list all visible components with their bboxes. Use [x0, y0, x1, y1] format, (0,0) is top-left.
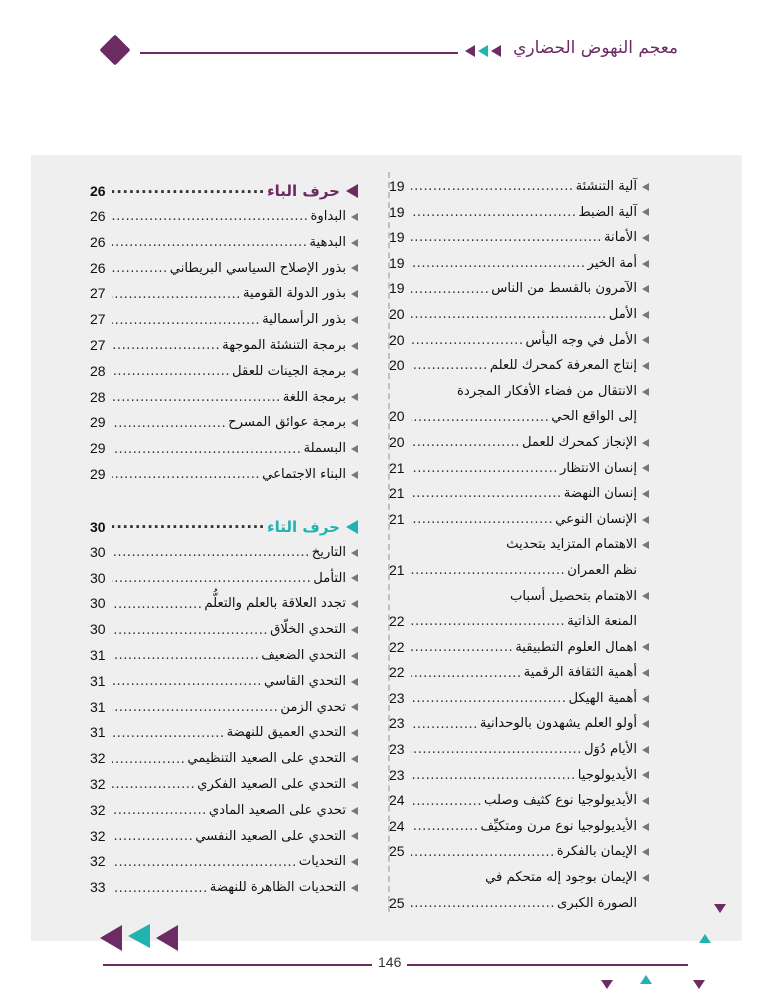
leader-dots	[112, 772, 195, 797]
bullet-arrow-icon	[351, 368, 358, 376]
index-entry-label: التأمل	[313, 570, 346, 586]
index-entry	[389, 532, 649, 558]
index-entry-label: الإيمان بوجود إله متحكم في	[485, 870, 637, 886]
index-entry-label: التحدي الضعيف	[261, 647, 346, 663]
bullet-arrow-icon	[351, 549, 358, 557]
bullet-arrow-icon	[351, 729, 358, 737]
arrow-left-icon	[156, 925, 178, 951]
index-entry-label: البدهية	[309, 234, 346, 250]
index-entry	[90, 281, 358, 307]
triangle-down-icon	[601, 980, 613, 989]
index-entry	[389, 456, 649, 482]
index-entry-page: 22	[389, 638, 405, 655]
index-entry	[389, 635, 649, 661]
index-entry-label: أولو العلم يشهدون بالوحدانية	[479, 716, 637, 732]
page-number: 146	[372, 954, 407, 970]
arrow-left-icon	[478, 45, 488, 57]
index-entry	[90, 410, 358, 436]
index-entry-label: تحدي الزمن	[280, 699, 346, 715]
leader-dots	[112, 308, 260, 333]
bullet-arrow-icon	[642, 260, 649, 268]
arrow-left-icon	[491, 45, 501, 57]
index-entry	[90, 256, 358, 282]
bullet-arrow-icon	[642, 541, 649, 549]
leader-dots	[411, 174, 574, 199]
index-entry-label: الانتقال من فضاء الأفكار المجردة	[457, 383, 637, 399]
bullet-arrow-icon	[351, 290, 358, 298]
leader-dots	[411, 686, 567, 711]
index-entry-label: التحديات الظاهرة للنهضة	[209, 880, 346, 896]
index-entry-label: بذور الإصلاح السياسي البريطاني	[169, 260, 346, 276]
bullet-arrow-icon	[351, 471, 358, 479]
index-entry	[90, 798, 358, 824]
bullet-arrow-icon	[351, 393, 358, 401]
leader-dots	[112, 437, 302, 462]
index-entry-label: البداوة	[310, 209, 346, 224]
index-entry-label: الإنجاز كمحرك للعمل	[521, 434, 637, 450]
index-entry-label: الأيديولوجيا نوع مرن ومتكيِّف	[480, 818, 637, 834]
index-entry-page: 27	[90, 311, 106, 328]
heading-arrow-icon	[346, 184, 358, 198]
index-entry-label: التحديات	[298, 854, 346, 870]
index-entry-page: 26	[90, 259, 106, 276]
arrow-left-icon	[465, 45, 475, 57]
index-entry	[389, 584, 649, 610]
bullet-arrow-icon	[351, 419, 358, 427]
index-entry-label: التاريخ	[311, 544, 346, 560]
leader-dots	[411, 763, 576, 788]
index-entry-label: التحدي القاسي	[263, 673, 346, 689]
index-entry-page: 26	[90, 208, 106, 224]
index-entry-page: 27	[90, 336, 106, 353]
bullet-arrow-icon	[642, 848, 649, 856]
leader-dots	[411, 328, 524, 353]
bullet-arrow-icon	[642, 669, 649, 677]
leader-dots	[112, 333, 220, 358]
leader-dots	[411, 456, 558, 481]
index-entry-page: 30	[90, 569, 106, 586]
index-entry-page: 20	[389, 331, 405, 348]
index-entry	[389, 686, 649, 712]
index-entry	[90, 669, 358, 695]
index-entry-page: 23	[389, 766, 405, 783]
index-entry	[389, 814, 649, 840]
leader-dots	[411, 661, 522, 686]
index-entry-label: التحدي العميق للنهضة	[226, 725, 346, 741]
bullet-arrow-icon	[351, 703, 358, 711]
index-entry	[389, 711, 649, 737]
leader-dots	[112, 204, 308, 229]
index-entry-label: أهمية الثقافة الرقمية	[523, 665, 637, 681]
section-heading-ta: حرف التاء ..... 30	[90, 514, 358, 540]
index-entry	[389, 891, 649, 917]
bullet-arrow-icon	[351, 678, 358, 686]
bullet-arrow-icon	[351, 652, 358, 660]
index-entry-page: 30	[90, 621, 106, 638]
bullet-arrow-icon	[642, 643, 649, 651]
index-entry-label: الإنسان النوعي	[555, 511, 637, 527]
triangle-down-icon	[693, 980, 705, 989]
index-entry	[90, 230, 358, 256]
index-entry-label: الأمل	[608, 306, 637, 322]
leader-dots	[411, 405, 549, 430]
bullet-arrow-icon	[351, 600, 358, 608]
index-entry-label: إنسان الانتظار	[559, 460, 637, 476]
index-entry-page: 22	[389, 613, 405, 630]
index-entry-page: 21	[389, 561, 405, 578]
index-entry-label: آلية الضبط	[578, 204, 637, 220]
index-entry-label: الأيديولوجيا	[577, 767, 637, 783]
index-column-left	[90, 178, 358, 901]
bullet-arrow-icon	[351, 884, 358, 892]
leader-dots	[112, 411, 226, 436]
index-entry-page: 32	[90, 827, 106, 844]
leader-dots	[411, 737, 582, 762]
leader-dots	[411, 789, 482, 814]
bullet-arrow-icon	[642, 695, 649, 703]
index-entry-page: 19	[389, 229, 405, 246]
bullet-arrow-icon	[351, 213, 358, 221]
bullet-arrow-icon	[351, 316, 358, 324]
index-entry	[389, 507, 649, 533]
bullet-arrow-icon	[642, 516, 649, 524]
bullet-arrow-icon	[642, 490, 649, 498]
index-column-right	[389, 174, 649, 916]
bullet-arrow-icon	[642, 285, 649, 293]
index-entry-page: 27	[90, 285, 106, 302]
index-entry	[90, 359, 358, 385]
index-entry-label: الأمل في وجه اليأس	[525, 332, 637, 348]
index-entry-page: 32	[90, 775, 106, 792]
index-entry	[389, 865, 649, 891]
bullet-arrow-icon	[642, 234, 649, 242]
leader-dots	[112, 540, 310, 565]
index-entry-label: اهمال العلوم التطبيقية	[515, 639, 637, 655]
bullet-arrow-icon	[351, 781, 358, 789]
index-entry	[389, 404, 649, 430]
leader-dots	[112, 850, 297, 875]
bullet-arrow-icon	[642, 746, 649, 754]
header-rule	[140, 52, 458, 54]
leader-dots	[112, 824, 193, 849]
leader-dots	[411, 200, 576, 225]
index-entry-label: التحدي على الصعيد الفكري	[197, 776, 346, 792]
index-entry	[90, 307, 358, 333]
bullet-arrow-icon	[642, 208, 649, 216]
index-entry-label: برمجة اللغة	[282, 389, 346, 405]
index-entry	[389, 302, 649, 328]
index-entry-page: 22	[389, 664, 405, 681]
leader-dots	[411, 302, 607, 327]
index-entry	[90, 746, 358, 772]
index-entry	[90, 772, 358, 798]
bullet-arrow-icon	[642, 336, 649, 344]
index-entry-label: الأيديولوجيا نوع كثيف وصلب	[484, 793, 637, 809]
bullet-arrow-icon	[351, 574, 358, 582]
index-entry-label: بذور الدولة القومية	[242, 286, 346, 302]
index-entry-label: برمجة الجينات للعقل	[232, 363, 346, 379]
leader-dots	[112, 798, 207, 823]
index-entry-page: 31	[90, 698, 106, 715]
index-entry-label: الصورة الكبرى	[557, 895, 637, 911]
index-entry	[389, 788, 649, 814]
bullet-arrow-icon	[642, 823, 649, 831]
index-entry-label: برمجة التنشئة الموجهة	[222, 337, 346, 353]
index-entry-label: أمة الخير	[587, 255, 637, 271]
index-entry-page: 20	[389, 408, 405, 425]
index-entry-page: 29	[90, 414, 106, 431]
index-entry	[389, 763, 649, 789]
leader-dots	[112, 282, 241, 307]
index-entry-page: 19	[389, 178, 405, 194]
index-entry-label: الإيمان بالفكرة	[556, 844, 637, 860]
index-entry	[389, 660, 649, 686]
index-entry-page: 25	[389, 894, 405, 911]
leader-dots	[112, 721, 225, 746]
leader-dots	[112, 359, 230, 384]
index-entry-label: آلية التنشئة	[575, 179, 637, 194]
index-entry-label: إلى الواقع الحي	[551, 409, 637, 425]
leader-dots	[411, 507, 553, 532]
index-entry	[389, 481, 649, 507]
bullet-arrow-icon	[642, 362, 649, 370]
header-diamond-icon	[99, 34, 130, 65]
index-entry-page: 30	[90, 595, 106, 612]
bullet-arrow-icon	[642, 771, 649, 779]
index-entry-label: الآمرون بالقسط من الناس	[491, 281, 637, 297]
bullet-arrow-icon	[642, 874, 649, 882]
index-entry-page: 32	[90, 853, 106, 870]
leader-dots	[411, 712, 478, 737]
index-entry-page: 31	[90, 724, 106, 741]
index-entry	[90, 720, 358, 746]
index-entry-page: 20	[389, 357, 405, 374]
index-entry-label: الاهتمام بتحصيل أسباب	[509, 588, 637, 604]
index-entry-page: 19	[389, 203, 405, 220]
index-entry-label: بذور الرأسمالية	[262, 312, 346, 328]
index-entry-label: نظم العمران	[567, 562, 637, 578]
leader-dots	[411, 840, 555, 865]
index-entry-label: أهمية الهيكل	[568, 690, 637, 706]
leader-dots	[411, 891, 555, 916]
leader-dots	[112, 230, 307, 255]
heading-arrow-icon	[346, 520, 358, 534]
index-entry-page: 28	[90, 362, 106, 379]
leader-dots	[112, 592, 202, 617]
index-entry	[90, 591, 358, 617]
index-entry-label: برمجة عوائق المسرح	[228, 415, 346, 431]
bullet-arrow-icon	[642, 183, 649, 191]
index-entry-page: 23	[389, 689, 405, 706]
leader-dots	[112, 618, 268, 643]
index-entry-page: 23	[389, 741, 405, 758]
bullet-arrow-icon	[642, 439, 649, 447]
index-entry-label: إنتاج المعرفة كمحرك للعلم	[489, 358, 637, 374]
leader-dots	[112, 256, 168, 281]
arrow-left-icon	[100, 925, 122, 951]
index-entry	[389, 839, 649, 865]
bullet-arrow-icon	[351, 858, 358, 866]
bullet-arrow-icon	[642, 592, 649, 600]
index-entry	[90, 462, 358, 488]
footer-arrows	[100, 925, 178, 951]
index-entry	[389, 251, 649, 277]
index-entry-label: الأمانة	[603, 230, 637, 246]
index-entry-page: 28	[90, 388, 106, 405]
index-entry	[90, 436, 358, 462]
index-entry-page: 29	[90, 440, 106, 457]
index-entry-label: إنسان النهضة	[563, 486, 637, 502]
leader-dots	[411, 609, 565, 634]
section-list-ta	[90, 540, 358, 901]
bullet-arrow-icon	[351, 626, 358, 634]
leader-dots	[112, 695, 278, 720]
index-entry	[90, 695, 358, 721]
index-entry-label: المنعة الذاتية	[567, 614, 637, 630]
index-entry-page: 30	[90, 543, 106, 560]
index-entry	[90, 643, 358, 669]
leader-dots	[112, 385, 281, 410]
triangle-up-icon	[699, 934, 711, 943]
leader-dots	[411, 430, 520, 455]
bullet-arrow-icon	[351, 807, 358, 815]
leader-dots	[411, 814, 478, 839]
bullet-arrow-icon	[642, 797, 649, 805]
index-entry-page: 21	[389, 459, 405, 476]
index-entry	[389, 737, 649, 763]
leader-dots	[411, 225, 602, 250]
bullet-arrow-icon	[642, 720, 649, 728]
arrow-left-icon	[128, 924, 150, 948]
index-entry	[90, 617, 358, 643]
index-entry-page: 19	[389, 254, 405, 271]
index-entry	[389, 353, 649, 379]
index-entry	[389, 174, 649, 200]
index-entry-page: 31	[90, 646, 106, 663]
index-entry	[389, 276, 649, 302]
bullet-arrow-icon	[642, 388, 649, 396]
section-heading-ba: حرف الباء ..... 26	[90, 178, 358, 204]
bullet-arrow-icon	[351, 755, 358, 763]
index-entry	[389, 328, 649, 354]
page-title: معجم النهوض الحضاري	[513, 38, 678, 58]
leader-dots	[112, 643, 259, 668]
index-entry-page: 29	[90, 465, 106, 482]
index-entry	[90, 385, 358, 411]
index-entry-page: 21	[389, 485, 405, 502]
index-entry	[90, 849, 358, 875]
leader-dots	[411, 481, 562, 506]
leader-dots	[411, 251, 586, 276]
index-entry-page: 20	[389, 433, 405, 450]
index-entry-page: 23	[389, 715, 405, 732]
leader-dots	[112, 876, 208, 901]
index-entry	[389, 200, 649, 226]
bullet-arrow-icon	[642, 311, 649, 319]
index-entry	[90, 204, 358, 230]
leader-dots	[112, 462, 260, 487]
index-entry	[389, 225, 649, 251]
index-entry	[389, 558, 649, 584]
index-entry-page: 26	[90, 233, 106, 250]
triangle-down-icon	[714, 904, 726, 913]
index-entry-page: 25	[389, 843, 405, 860]
leader-dots	[411, 277, 489, 302]
leader-dots	[411, 635, 513, 660]
index-entry	[90, 333, 358, 359]
index-entry	[90, 540, 358, 566]
index-entry	[389, 430, 649, 456]
leader-dots	[112, 566, 311, 591]
index-entry	[389, 609, 649, 635]
index-entry-label: تجدد العلاقة بالعلم والتعلُّم	[204, 596, 346, 612]
section-list-ba	[90, 204, 358, 488]
index-entry	[90, 875, 358, 901]
index-entry-label: التحدي على الصعيد النفسي	[195, 828, 346, 844]
index-entry-page: 32	[90, 801, 106, 818]
index-entry-page: 24	[389, 792, 405, 809]
leader-dots	[411, 353, 488, 378]
index-entry	[90, 566, 358, 592]
index-entry-page: 33	[90, 879, 106, 896]
index-entry-page: 24	[389, 817, 405, 834]
leader-dots	[112, 747, 185, 772]
bullet-arrow-icon	[351, 445, 358, 453]
leader-dots	[411, 558, 565, 583]
index-entry-label: التحدي على الصعيد التنظيمي	[187, 751, 346, 767]
bullet-arrow-icon	[642, 464, 649, 472]
bullet-arrow-icon	[351, 832, 358, 840]
bullet-arrow-icon	[351, 239, 358, 247]
index-entry-label: الاهتمام المتزايد بتحديث	[506, 537, 637, 553]
index-entry	[90, 824, 358, 850]
index-entry-label: التحدي الخلّاق	[270, 622, 346, 638]
bullet-arrow-icon	[351, 342, 358, 350]
index-entry-label: الأيام دُوَل	[583, 742, 637, 758]
index-entry-label: تحدي على الصعيد المادي	[208, 802, 346, 818]
triangle-up-icon	[640, 975, 652, 984]
index-entry	[389, 379, 649, 405]
bullet-arrow-icon	[351, 264, 358, 272]
index-entry-label: البناء الاجتماعي	[262, 466, 346, 482]
header-arrows	[465, 45, 501, 57]
index-entry-page: 20	[389, 305, 405, 322]
index-entry-page: 32	[90, 750, 106, 767]
index-entry-page: 31	[90, 672, 106, 689]
index-entry-page: 21	[389, 510, 405, 527]
index-entry-label: البسملة	[303, 441, 346, 457]
leader-dots	[112, 669, 262, 694]
index-entry-page: 19	[389, 280, 405, 297]
